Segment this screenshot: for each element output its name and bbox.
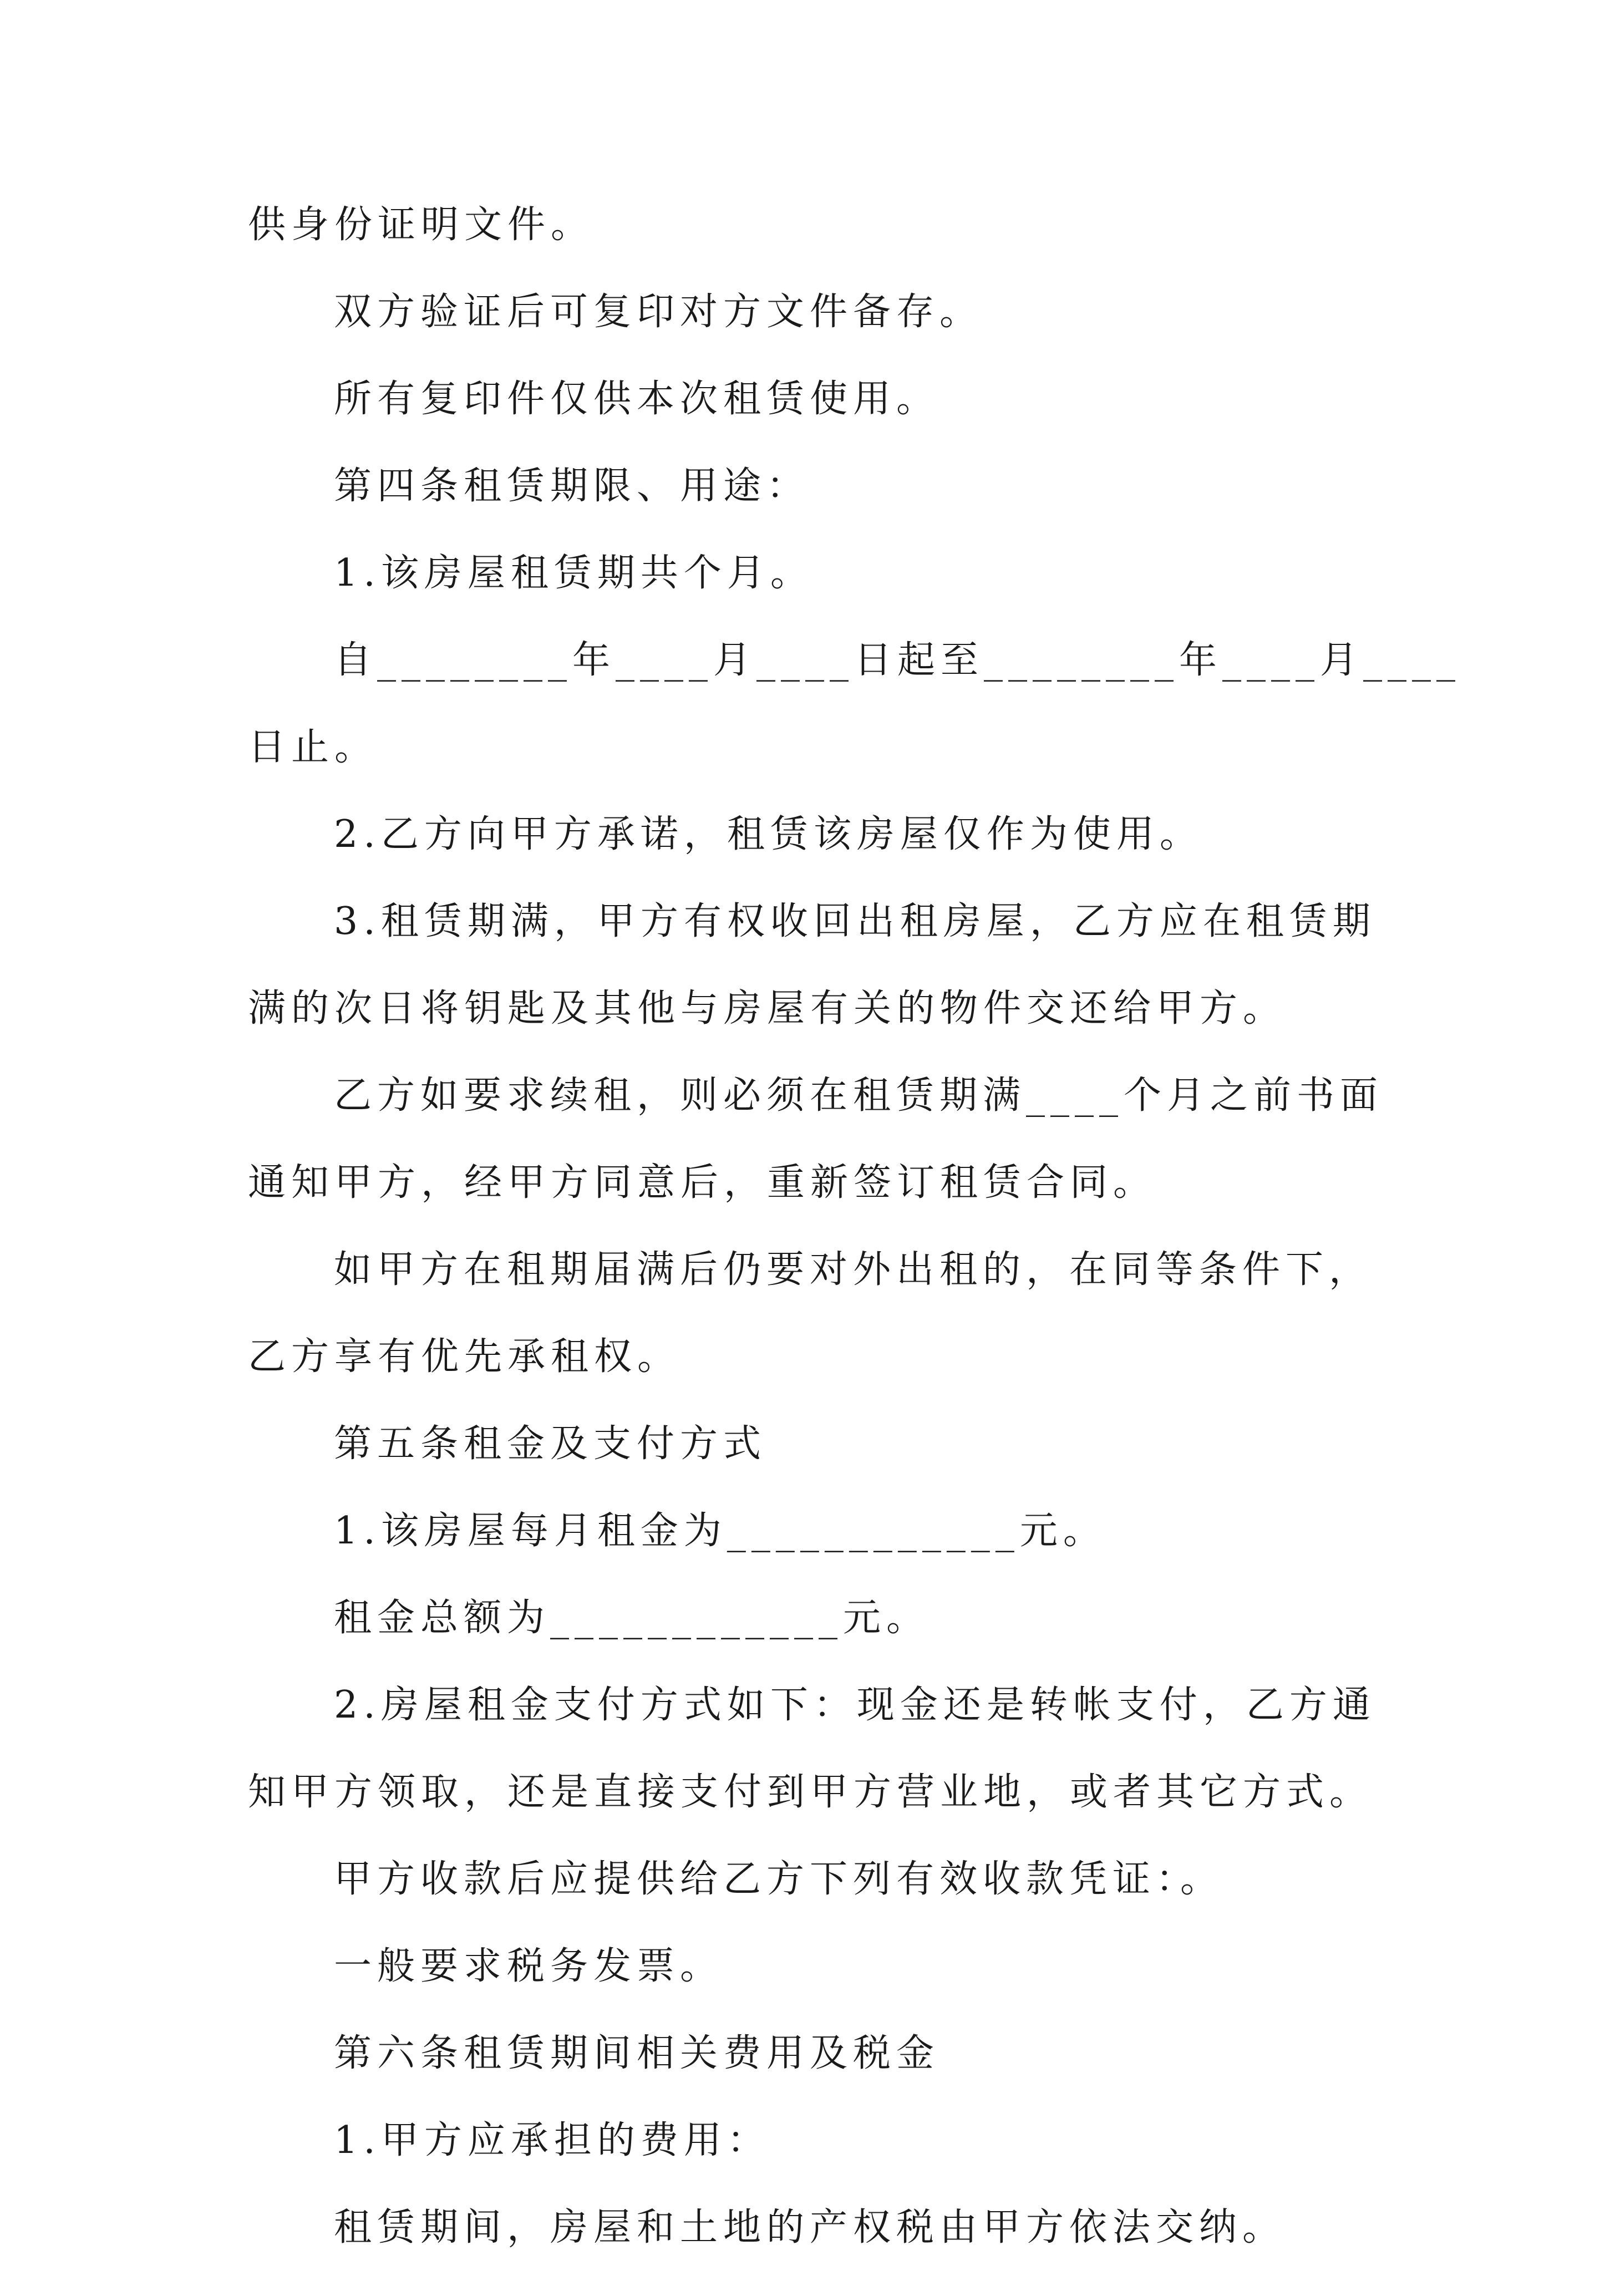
text-line: 1.甲方应承担的费用： — [334, 2119, 770, 2162]
text-line: 2.房屋租金支付方式如下：现金还是转帐支付，乙方通 — [334, 1683, 1376, 1727]
document-body — [248, 203, 1461, 2296]
text-line: 租金总额为____________元。 — [334, 1596, 930, 1640]
text-line: 自________年____月____日起至________年____月____ — [334, 638, 1461, 682]
text-line: 租赁期间，房屋和土地的产权税由甲方依法交纳。 — [334, 2206, 1286, 2249]
text-line: 双方验证后可复印对方文件备存。 — [334, 290, 983, 334]
text-line: 甲方收款后应提供给乙方下列有效收款凭证：。 — [334, 1857, 1224, 1901]
section-heading: 第六条租赁期间相关费用及税金 — [334, 2031, 940, 2075]
text-line: 满的次日将钥匙及其他与房屋有关的物件交还给甲方。 — [248, 987, 1287, 1030]
section-heading: 第五条租金及支付方式 — [334, 1422, 767, 1466]
text-line: 乙方如要求续租，则必须在租赁期满____个月之前书面 — [334, 1074, 1384, 1117]
text-line: 所有复印件仅供本次租赁使用。 — [334, 377, 940, 421]
text-line: 如甲方在租期届满后仍要对外出租的，在同等条件下， — [334, 1248, 1373, 1292]
text-line: 一般要求税务发票。 — [334, 1944, 724, 1988]
text-line: 供身份证明文件。 — [248, 203, 595, 247]
text-line: 日止。 — [248, 725, 378, 769]
text-line: 1.该房屋每月租金为____________元。 — [334, 1509, 1106, 1553]
text-line: 乙方享有优先承租权。 — [248, 1335, 681, 1379]
section-heading: 第四条租赁期限、用途： — [334, 464, 810, 508]
text-line: 2.乙方向甲方承诺，租赁该房屋仅作为使用。 — [334, 812, 1203, 856]
text-line: 3.租赁期满，甲方有权收回出租房屋，乙方应在租赁期 — [334, 900, 1376, 943]
text-line: 1.该房屋租赁期共个月。 — [334, 551, 814, 595]
text-line: 通知甲方，经甲方同意后，重新签订租赁合同。 — [248, 1161, 1157, 1205]
text-line: 知甲方领取，还是直接支付到甲方营业地，或者其它方式。 — [248, 1770, 1373, 1814]
